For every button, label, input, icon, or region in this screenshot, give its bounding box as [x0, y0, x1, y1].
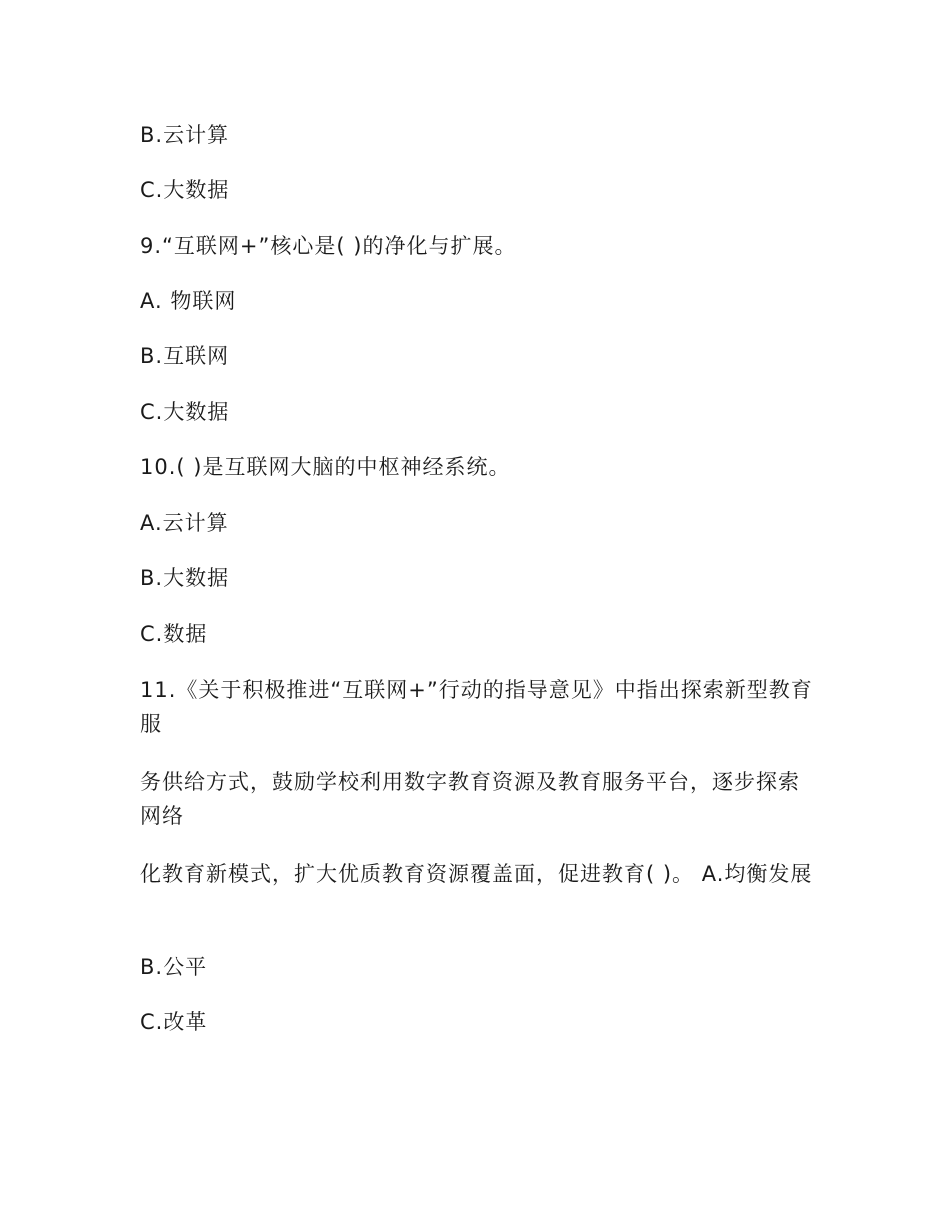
- option-c-big-data: C.大数据: [140, 400, 230, 424]
- option-b-internet: B.互联网: [140, 344, 230, 368]
- question-11-part-2: 务供给方式，鼓励学校利用数字教育资源及教育服务平台，逐步探索网络: [140, 770, 800, 828]
- option-c-data: C.数据: [140, 622, 208, 646]
- option-b-cloud-computing: B.云计算: [140, 123, 230, 147]
- option-b-big-data: B.大数据: [140, 566, 230, 590]
- option-a-cloud-computing: A.云计算: [140, 511, 229, 535]
- option-c-big-data: C.大数据: [140, 178, 230, 202]
- option-a-iot: A. 物联网: [140, 289, 237, 313]
- question-11-part-1: 11.《关于积极推进“互联网+”行动的指导意见》中指出探索新型教育服: [140, 678, 813, 736]
- option-c-reform: C.改革: [140, 1010, 208, 1034]
- question-11-part-3: 化教育新模式，扩大优质教育资源覆盖面，促进教育( )。 A.均衡发展: [140, 862, 813, 886]
- option-b-fairness: B.公平: [140, 955, 208, 979]
- question-9: 9.“互联网+”核心是( )的净化与扩展。: [140, 234, 517, 258]
- question-10: 10.( )是互联网大脑的中枢神经系统。: [140, 455, 511, 479]
